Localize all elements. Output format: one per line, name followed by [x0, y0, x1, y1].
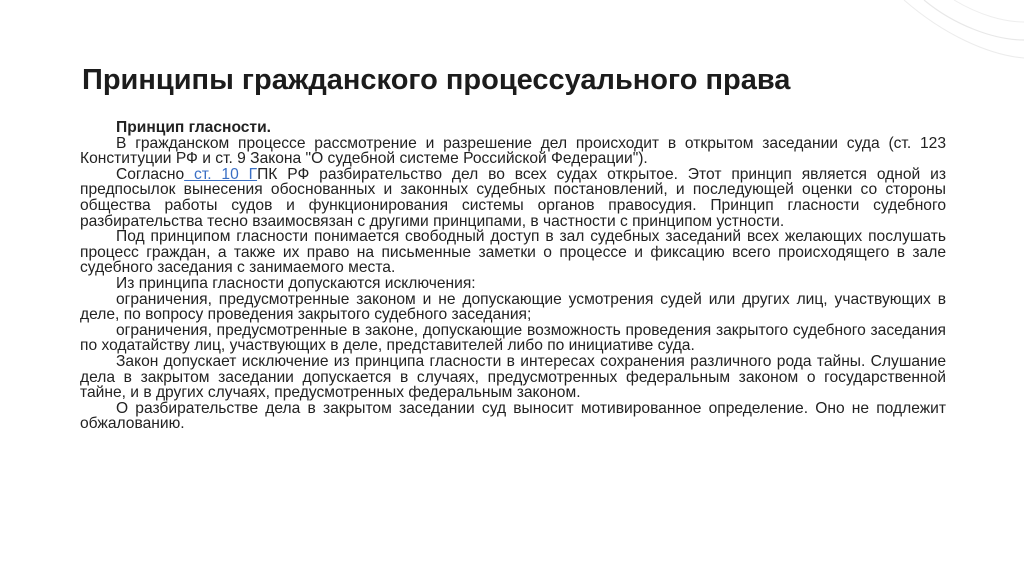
- paragraph-7: Закон допускает исключение из принципа гласности в интересах сохранения различного рода тайны. Слушание дела в закрытом заседании допускается в случаях, предусмотренных федеральным законом о государственной тайне, и в других случаях, предусмотренных федеральным законом.: [80, 352, 946, 402]
- paragraph-8: О разбирательстве дела в закрытом заседании суд выносит мотивированное определение. Оно не подлежит обжалованию.: [80, 399, 946, 433]
- section-heading: Принцип гласности.: [116, 119, 271, 136]
- paragraph-2-rest: ПК РФ разбирательство дел во всех судах открытое. Этот принцип является одной из предпосылок вынесения обоснованных и законных судебных постановлений, и последующей оценки со стороны общества работы судов и функционирования системы органов правосудия. Принцип гласности судебного разбирательства тесно взаимосвязан с другими принципами, в частности с принципом устности.: [80, 165, 946, 230]
- slide-body: [80, 120, 946, 432]
- slide-title: Принципы гражданского процессуального права: [82, 64, 791, 96]
- paragraph-6: ограничения, предусмотренные в законе, допускающие возможность проведения закрытого судебного заседания по ходатайству лиц, участвующих в деле, представителей либо по инициативе суда.: [80, 321, 946, 355]
- paragraph-3: Под принципом гласности понимается свободный доступ в зал судебных заседаний всех желающих послушать процесс граждан, а также их право на письменные заметки о процессе и фиксацию всего происходящего в зале судебного заседания с занимаемого места.: [80, 228, 946, 277]
- paragraph-2-start: Согласно: [116, 165, 185, 183]
- paragraph-4: Из принципа гласности допускаются исключения:: [116, 274, 476, 292]
- law-article-link[interactable]: ст. 10 Г: [184, 165, 258, 183]
- corner-decoration: [884, 0, 1024, 70]
- heading-paragraph: [80, 120, 946, 136]
- paragraph-1: В гражданском процессе рассмотрение и разрешение дел происходит в открытом заседании суда (ст. 123 Конституции РФ и ст. 9 Закона "О судебной системе Российской Федерации").: [80, 134, 946, 168]
- paragraph-5: ограничения, предусмотренные законом и не допускающие усмотрения судей или других лиц, участвующих в деле, по вопросу проведения закрытого судебного заседания;: [80, 290, 946, 324]
- paragraph-2: [80, 167, 946, 229]
